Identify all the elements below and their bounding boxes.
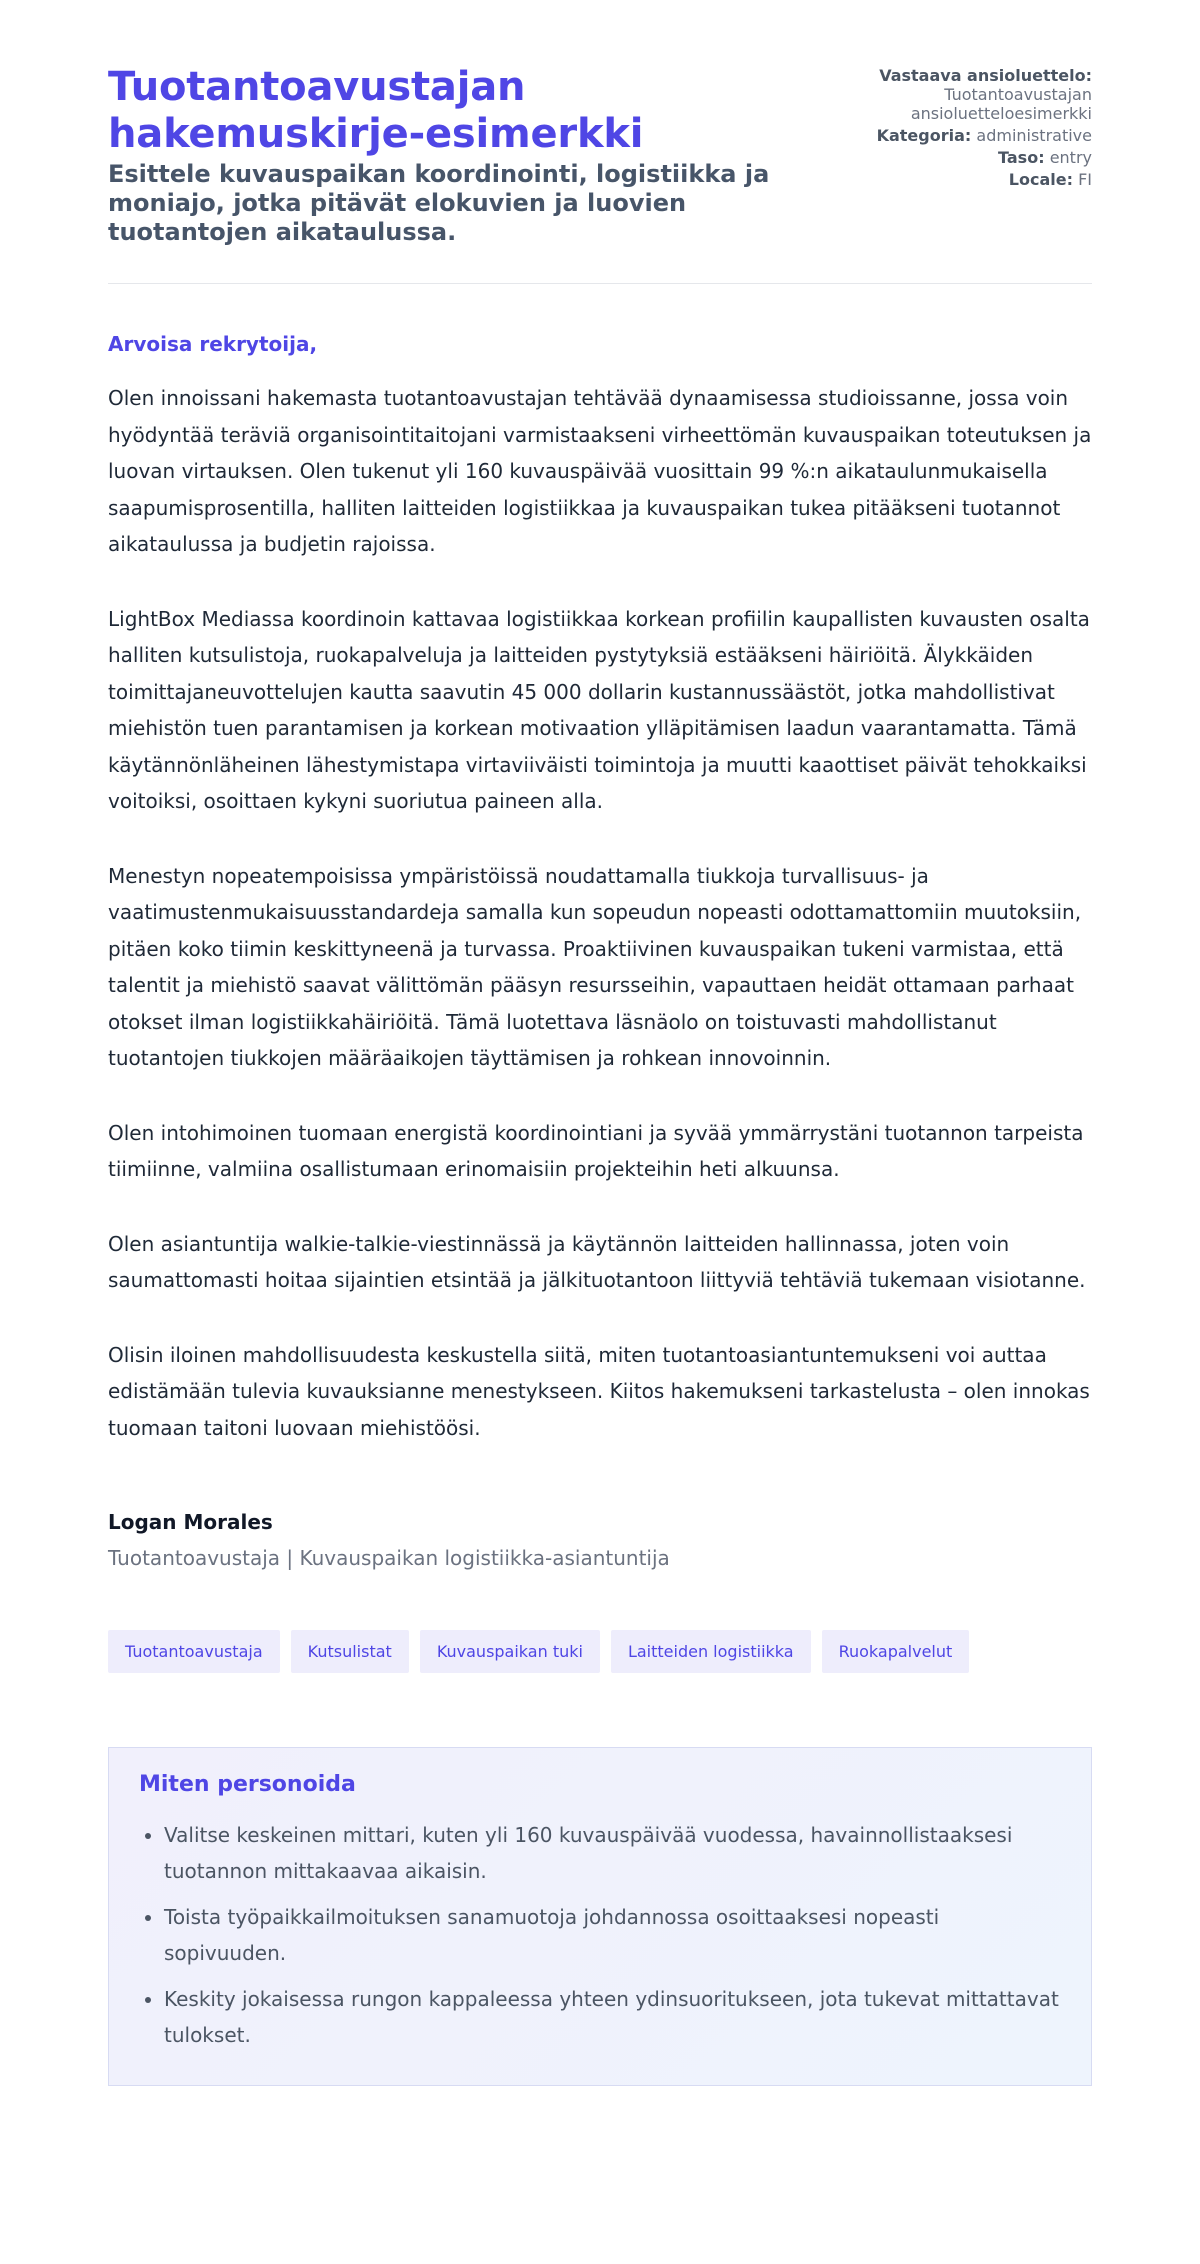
tag: Kutsulistat — [291, 1630, 409, 1673]
meta-category-label: Kategoria: — [876, 126, 972, 145]
letter-paragraph: Olen asiantuntija walkie-talkie-viestinnässä ja käytännön laitteiden hallinnassa, joten voin saumattomasti hoitaa sijaintien etsintää ja jälkituotantoon liittyviä tehtäviä tukemaan visiotanne. — [108, 1231, 1086, 1292]
meta-locale — [842, 170, 1092, 189]
tag: Tuotantoavustaja — [108, 1630, 280, 1673]
tag: Kuvauspaikan tuki — [420, 1630, 600, 1673]
personalization-tips — [108, 1747, 1092, 2086]
tag-list — [108, 1630, 1092, 1673]
meta-resume-value: Tuotantoavustajan ansioluetteloesimerkki — [910, 85, 1092, 123]
title-block — [108, 64, 828, 247]
meta-resume-label: Vastaava ansioluettelo: — [879, 66, 1092, 85]
page-title: Tuotantoavustajan hakemuskirje-esimerkki — [108, 64, 644, 157]
meta-resume — [842, 66, 1092, 123]
signature-name: Logan Morales — [108, 1510, 273, 1534]
meta-panel — [842, 66, 1092, 192]
meta-level-label: Taso: — [998, 148, 1045, 167]
meta-category-value: administrative — [976, 126, 1092, 145]
meta-level-value: entry — [1049, 148, 1092, 167]
tip-item: • Valitse keskeinen mittari, kuten yli 160 kuvauspäivää vuodessa, havainnollistaaksesi tuotannon mittakaavaa aikaisin. — [164, 1817, 1061, 1889]
meta-level — [842, 148, 1092, 167]
page-subtitle: Esittele kuvauspaikan koordinointi, logistiikka ja moniajo, jotka pitävät elokuvien ja luovien tuotantojen aikataulussa. — [108, 160, 770, 246]
letter-body — [108, 332, 1092, 1446]
meta-locale-label: Locale: — [1008, 170, 1073, 189]
letter-paragraph: Olisin iloinen mahdollisuudesta keskustella siitä, miten tuotantoasiantuntemukseni voi auttaa edistämään tulevia kuvauksianne menestykseen. Kiitos hakemukseni tarkastelusta – olen innokas tuomaan taitoni luovaan miehistöösi. — [108, 1342, 1090, 1440]
letter-paragraph: Olen innoissani hakemasta tuotantoavustajan tehtävää dynaamisessa studioissanne, jossa voin hyödyntää teräviä organisointitaitojani varmistaakseni virheettömän kuvauspaikan toteutuksen ja luovan virtauksen. Olen tukenut yli 160 kuvauspäivää vuosittain 99 %:n aikataulunmukaisella saapumisprosentilla, halliten laitteiden logistiikkaa ja kuvauspaikan tukea pitääkseni tuotannot aikataulussa ja budjetin rajoissa. — [108, 386, 1092, 556]
meta-category — [842, 126, 1092, 145]
tips-title: Miten personoida — [139, 1772, 356, 1797]
letter-paragraph: LightBox Mediassa koordinoin kattavaa logistiikkaa korkean profiilin kaupallisten kuvausten osalta halliten kutsulistoja, ruokapalveluja ja laitteiden pystytyksiä estääkseni häiriöitä. Älykkäiden toimittajaneuvottelujen kautta saavutin 45 000 dollarin kustannussäästöt, jotka mahdollistivat miehistön tuen parantamisen ja korkean motivaation ylläpitämisen laadun vaarantamatta. Tämä käytännönläheinen lähestymistapa virtaviiväisti toimintoja ja muutti kaaottiset päivät tehokkaiksi voitoiksi, osoittaen kykyni suoriutua paineen alla. — [108, 606, 1090, 813]
signature — [108, 1510, 1092, 1570]
page-header — [108, 64, 1092, 284]
signature-title: Tuotantoavustaja | Kuvauspaikan logistiikka-asiantuntija — [108, 1546, 670, 1570]
tip-item: • Toista työpaikkailmoituksen sanamuotoja johdannossa osoittaaksesi nopeasti sopivuuden. — [164, 1899, 1061, 1971]
tips-list — [139, 1817, 1061, 2053]
tip-item: • Keskity jokaisessa rungon kappaleessa yhteen ydinsuoritukseen, jota tukevat mittattavat tulokset. — [164, 1981, 1061, 2053]
letter-paragraph: Menestyn nopeatempoisissa ympäristöissä noudattamalla tiukkoja turvallisuus- ja vaatimustenmukaisuusstandardeja samalla kun sopeudun nopeasti odottamattomiin muutoksiin, pitäen koko tiimin keskittyneenä ja turvassa. Proaktiivinen kuvauspaikan tukeni varmistaa, että talentit ja miehistö saavat välittömän pääsyn resursseihin, vapauttaen heidät ottamaan parhaat otokset ilman logistiikkahäiriöitä. Tämä luotettava läsnäolo on toistuvasti mahdollistanut tuotantojen tiukkojen määräaikojen täyttämisen ja rohkean innovoinnin. — [108, 863, 1082, 1070]
greeting: Arvoisa rekrytoija, — [108, 332, 318, 356]
tag: Laitteiden logistiikka — [611, 1630, 811, 1673]
meta-locale-value: FI — [1078, 170, 1092, 189]
letter-paragraph: Olen intohimoinen tuomaan energistä koordinointiani ja syvää ymmärrystäni tuotannon tarpeista tiimiinne, valmiina osallistumaan erinomaisiin projekteihin heti alkuunsa. — [108, 1120, 1084, 1181]
tag: Ruokapalvelut — [822, 1630, 970, 1673]
